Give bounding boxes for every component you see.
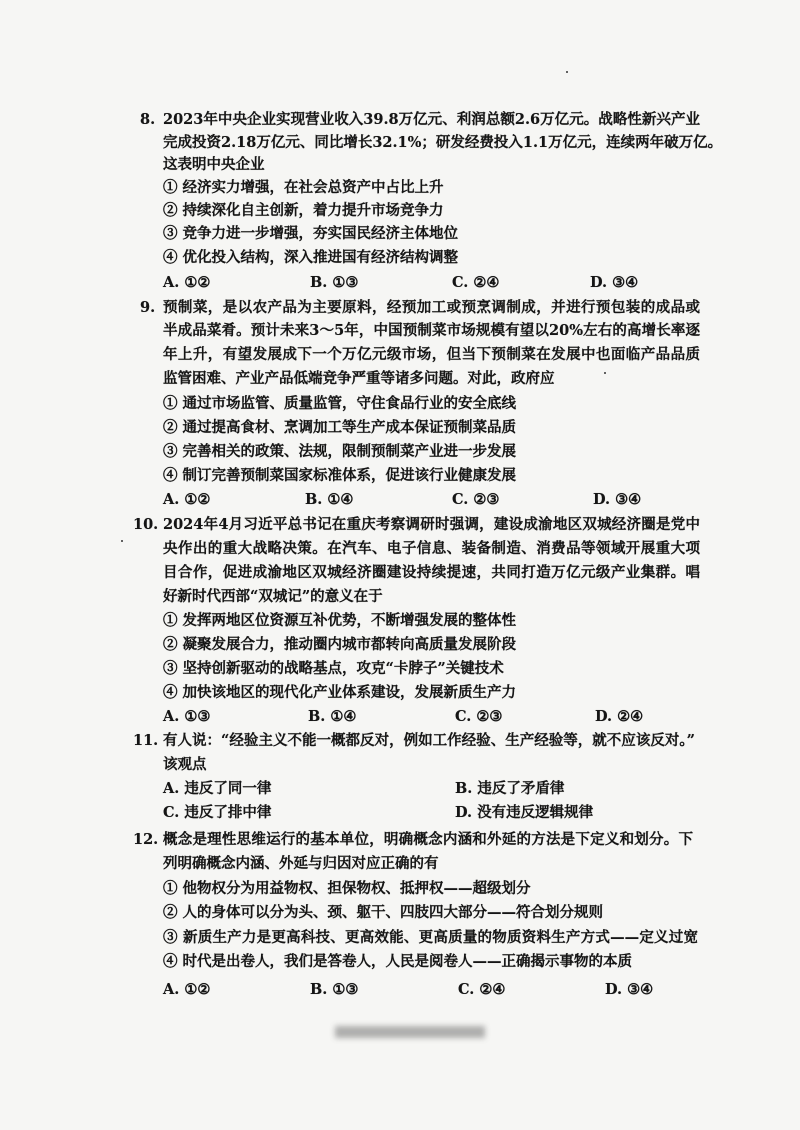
statement-2: ② 持续深化自主创新，着力提升市场竞争力 [163,202,444,219]
option-a: A. ①② [163,491,211,508]
option-c: C. ②③ [452,491,500,508]
option-d: D. ③④ [605,981,654,998]
statement-4: ④ 优化投入结构，深入推进国有经济结构调整 [163,249,459,266]
statement-3: ③ 竞争力进一步增强，夯实国民经济主体地位 [163,225,459,242]
question-stem-line: 预制菜，是以农产品为主要原料，经预加工或预烹调制成，并进行预包装的成品或 [163,299,700,316]
question-number: 8. [140,111,156,128]
option-a: A. 违反了同一律 [163,780,272,797]
option-d: D. 没有违反逻辑规律 [455,804,594,821]
option-d: D. ②④ [595,708,644,725]
statement-4: ④ 制订完善预制菜国家标准体系，促进该行业健康发展 [163,467,517,484]
option-b: B. ①③ [310,274,359,291]
option-c: C. 违反了排中律 [163,804,272,821]
page-footer-smudge [335,1026,485,1038]
option-c: C. ②③ [455,708,503,725]
option-b: B. 违反了矛盾律 [455,780,565,797]
question-stem-line: 列明确概念内涵、外延与归因对应正确的有 [163,855,439,872]
option-c: C. ②④ [452,274,500,291]
question-number: 11. [133,732,159,749]
question-number: 9. [140,299,156,316]
question-stem-line: 2024年4月习近平总书记在重庆考察调研时强调，建设成渝地区双城经济圈是党中 [163,516,700,533]
option-d: D. ③④ [590,274,639,291]
option-b: B. ①④ [305,491,354,508]
question-stem-line: 央作出的重大战略决策。在汽车、电子信息、装备制造、消费品等领域开展重大项 [163,540,700,557]
statement-1: ① 发挥两地区位资源互补优势，不断增强发展的整体性 [163,612,517,629]
question-stem-line: 完成投资2.18万亿元、同比增长32.1%；研发经费投入1.1万亿元，连续两年破万亿。 [163,134,723,151]
question-stem-line: 年上升，有望发展成下一个万亿元级市场，但当下预制菜在发展中也面临产品品质 [163,346,700,363]
question-stem-line: 概念是理性思维运行的基本单位，明确概念内涵和外延的方法是下定义和划分。下 [163,831,693,848]
option-a: A. ①③ [163,708,211,725]
statement-4: ④ 加快该地区的现代化产业体系建设，发展新质生产力 [163,684,517,701]
scan-speck [566,71,568,73]
statement-2: ② 凝聚发展合力，推动圈内城市都转向高质量发展阶段 [163,636,517,653]
scan-speck [121,540,123,542]
statement-3: ③ 新质生产力是更高科技、更高效能、更高质量的物质资料生产方式——定义过宽 [163,929,698,946]
option-b: B. ①④ [308,708,357,725]
statement-1: ① 经济实力增强，在社会总资产中占比上升 [163,179,444,196]
question-stem-line: 半成品菜肴。预计未来3～5年，中国预制菜市场规模有望以20%左右的高增长率逐 [163,322,700,339]
statement-2: ② 通过提高食材、烹调加工等生产成本保证预制菜品质 [163,419,517,436]
question-stem-line: 该观点 [163,756,207,773]
statement-2: ② 人的身体可以分为头、颈、躯干、四肢四大部分——符合划分规则 [163,904,604,921]
statement-3: ③ 完善相关的政策、法规，限制预制菜产业进一步发展 [163,443,517,460]
question-number: 12. [133,831,159,848]
statement-1: ① 通过市场监管、质量监管，守住食品行业的安全底线 [163,395,517,412]
question-stem-line: 目合作，促进成渝地区双城经济圈建设持续提速，共同打造万亿元级产业集群。唱 [163,564,700,581]
option-b: B. ①③ [310,981,359,998]
option-a: A. ①② [163,274,211,291]
scan-speck [604,372,606,374]
statement-3: ③ 坚持创新驱动的战略基点，攻克“卡脖子”关键技术 [163,660,504,677]
question-stem-line: 2023年中央企业实现营业收入39.8万亿元、利润总额2.6万亿元。战略性新兴产业 [163,111,700,128]
option-a: A. ①② [163,981,211,998]
question-number: 10. [133,516,159,533]
question-stem-line: 有人说：“经验主义不能一概都反对，例如工作经验、生产经验等，就不应该反对。” [163,732,695,749]
option-d: D. ③④ [593,491,642,508]
question-stem-line: 好新时代西部“双城记”的意义在于 [163,588,383,605]
statement-1: ① 他物权分为用益物权、担保物权、抵押权——超级划分 [163,880,531,897]
statement-4: ④ 时代是出卷人，我们是答卷人，人民是阅卷人——正确揭示事物的本质 [163,953,633,970]
question-stem-line: 监管困难、产业产品低端竞争严重等诸多问题。对此，政府应 [163,370,555,387]
option-c: C. ②④ [458,981,506,998]
question-stem-line: 这表明中央企业 [163,156,265,173]
